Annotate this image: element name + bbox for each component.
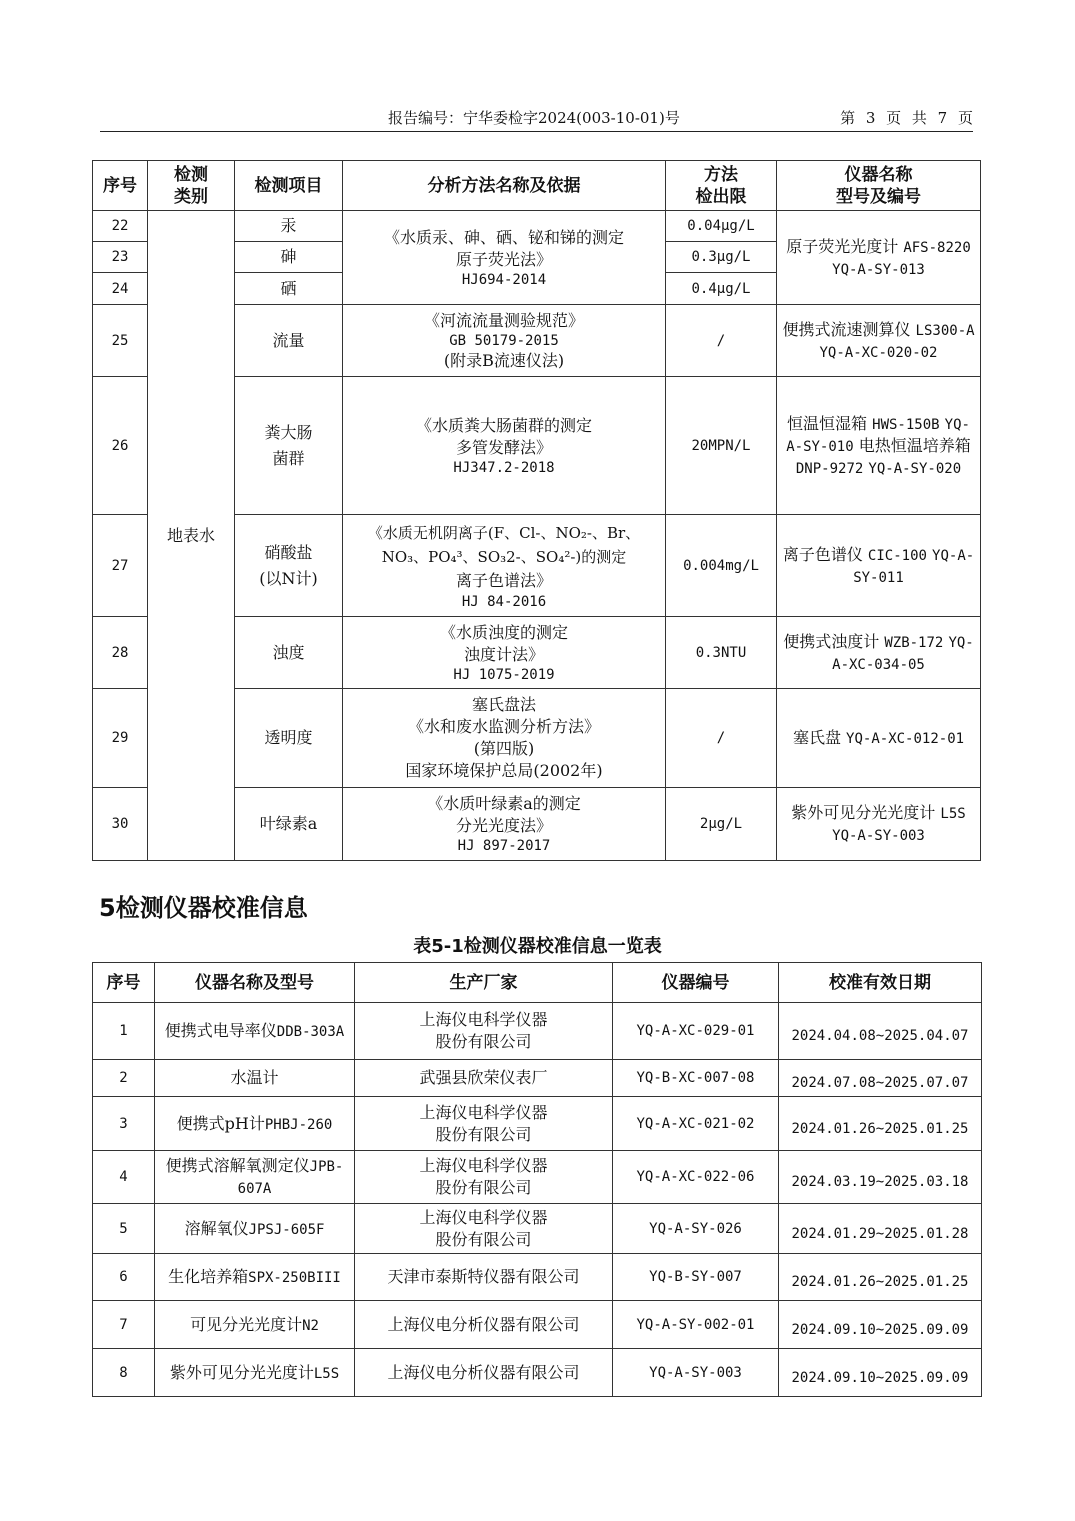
row-item: 透明度: [235, 689, 343, 788]
instrument-line: CIC-100: [867, 547, 927, 564]
instrument-line: LS300-A: [915, 322, 975, 339]
instrument-code: YQ-A-SY-003: [613, 1349, 779, 1397]
category-cell: 地表水: [148, 211, 235, 861]
method-cell: [343, 515, 666, 617]
col-header-date: 校准有效日期: [779, 963, 982, 1003]
method-line: (第四版): [473, 739, 535, 758]
method-line: 原子荧光法》: [455, 249, 552, 269]
section-title: 5检测仪器校准信息: [99, 894, 308, 922]
instrument-line: YQ-A-SY-020: [868, 460, 962, 477]
row-limit: 0.004mg/L: [666, 515, 777, 617]
instrument-code: YQ-A-XC-021-02: [613, 1097, 779, 1151]
row-no: 28: [93, 617, 148, 689]
row-limit: 0.3μg/L: [666, 242, 777, 273]
method-line: 《河流流量测验规范》: [423, 310, 584, 330]
table-row: [93, 1151, 982, 1204]
instrument-code: YQ-B-SY-007: [613, 1254, 779, 1301]
row-no: 24: [93, 273, 148, 305]
row-limit: 0.3NTU: [666, 617, 777, 689]
table-header-row: [93, 963, 982, 1003]
col-header-limit: 方法 检出限: [666, 161, 777, 211]
row-item: 叶绿素a: [235, 788, 343, 861]
instrument-line: 恒温恒湿箱: [787, 413, 868, 433]
table-row: [93, 211, 981, 242]
instrument-name-cell: [155, 1254, 355, 1301]
method-cell: [343, 305, 666, 377]
row-no: 5: [93, 1204, 155, 1254]
row-no: 26: [93, 377, 148, 515]
method-line: 浊度计法》: [463, 644, 544, 664]
row-no: 23: [93, 242, 148, 273]
instrument-line: 便携式流速测算仪: [782, 319, 911, 339]
instrument-line: L5S: [940, 806, 966, 822]
row-no: 3: [93, 1097, 155, 1151]
manufacturer: 武强县欣荣仪表厂: [355, 1060, 613, 1097]
row-no: 8: [93, 1349, 155, 1397]
method-cell: [343, 788, 666, 861]
instrument-cell: [777, 617, 981, 689]
instrument-line: YQ-A-SY-011: [853, 547, 975, 586]
instrument-name: 溶解氧仪: [184, 1218, 249, 1238]
table-row: [93, 1204, 982, 1254]
instrument-cell: [777, 689, 981, 788]
manufacturer: 上海仪电科学仪器 股份有限公司: [355, 1097, 613, 1151]
instrument-model: JPB-607A: [237, 1159, 344, 1197]
instrument-name: 便携式电导率仪: [164, 1021, 277, 1040]
instrument-code: YQ-A-SY-002-01: [613, 1301, 779, 1349]
instrument-cell: [777, 788, 981, 861]
row-item: 汞: [235, 211, 343, 242]
table-caption: 表5-1检测仪器校准信息一览表: [413, 936, 662, 957]
instrument-name: 紫外可见分光光度计: [169, 1362, 314, 1382]
row-limit: /: [666, 305, 777, 377]
manufacturer: 上海仪电分析仪器有限公司: [355, 1301, 613, 1349]
row-item: 砷: [235, 242, 343, 273]
instrument-name-cell: [155, 1003, 355, 1060]
instrument-line: YQ-A-XC-012-01: [846, 731, 965, 747]
calibration-date: 2024.01.26~2025.01.25: [779, 1097, 982, 1151]
instrument-name-cell: [155, 1060, 355, 1097]
instrument-code: YQ-B-XC-007-08: [613, 1060, 779, 1097]
instrument-cell: [777, 515, 981, 617]
row-limit: 0.4μg/L: [666, 273, 777, 305]
instrument-line: 离子色谱仪: [782, 544, 863, 564]
method-line: NO₃、PO₄³、SO₃2-、SO₄²-)的测定: [381, 547, 627, 566]
instrument-name-cell: [155, 1349, 355, 1397]
col-header-no: 序号: [93, 161, 148, 211]
instrument-model: L5S: [313, 1365, 340, 1382]
col-header-item: 检测项目: [235, 161, 343, 211]
instrument-line: 塞氏盘: [792, 728, 841, 747]
method-cell: [343, 689, 666, 788]
table-row: [93, 1097, 982, 1151]
row-item: 硝酸盐 (以N计): [235, 515, 343, 617]
col-header-name: 仪器名称及型号: [155, 963, 355, 1003]
col-header-code: 仪器编号: [613, 963, 779, 1003]
method-line: 国家环境保护总局(2002年): [405, 761, 603, 780]
instrument-name-cell: [155, 1097, 355, 1151]
col-header-category: 检测 类别: [148, 161, 235, 211]
method-line: HJ694-2014: [461, 271, 547, 288]
calibration-date: 2024.01.29~2025.01.28: [779, 1204, 982, 1254]
row-no: 4: [93, 1151, 155, 1204]
row-no: 29: [93, 689, 148, 788]
row-no: 22: [93, 211, 148, 242]
instrument-line: WZB-172: [884, 634, 944, 651]
row-limit: 20MPN/L: [666, 377, 777, 515]
instrument-code: YQ-A-XC-029-01: [613, 1003, 779, 1060]
instrument-line: 电热恒温培养箱: [858, 435, 971, 455]
calibration-date: 2024.07.08~2025.07.07: [779, 1060, 982, 1097]
row-item: 流量: [235, 305, 343, 377]
method-line: 《水质汞、砷、硒、铋和锑的测定: [383, 227, 624, 247]
col-header-no: 序号: [93, 963, 155, 1003]
row-no: 27: [93, 515, 148, 617]
manufacturer: 上海仪电科学仪器 股份有限公司: [355, 1151, 613, 1204]
row-limit: 0.04μg/L: [666, 211, 777, 242]
instrument-line: 便携式浊度计: [783, 631, 880, 651]
col-header-instrument: 仪器名称 型号及编号: [777, 161, 981, 211]
instrument-name: 水温计: [230, 1068, 279, 1087]
instrument-name-cell: [155, 1204, 355, 1254]
method-line: 《水和废水监测分析方法》: [407, 717, 600, 736]
row-item: 粪大肠 菌群: [235, 377, 343, 515]
instrument-line: HWS-150B: [872, 416, 940, 433]
method-line: 离子色谱法》: [455, 570, 552, 590]
instrument-model: N2: [302, 1317, 319, 1334]
instrument-line: YQ-A-XC-020-02: [819, 344, 938, 361]
row-item: 浊度: [235, 617, 343, 689]
row-no: 30: [93, 788, 148, 861]
row-no: 2: [93, 1060, 155, 1097]
calibration-date: 2024.01.26~2025.01.25: [779, 1254, 982, 1301]
row-no: 7: [93, 1301, 155, 1349]
calibration-date: 2024.09.10~2025.09.09: [779, 1349, 982, 1397]
instrument-line: DNP-9272: [795, 460, 864, 477]
instrument-name: 便携式pH计: [176, 1113, 265, 1133]
row-no: 1: [93, 1003, 155, 1060]
instrument-code: YQ-A-XC-022-06: [613, 1151, 779, 1204]
method-line: HJ 897-2017: [457, 838, 551, 854]
method-line: 分光光度法》: [455, 816, 552, 835]
instrument-line: YQ-A-SY-003: [832, 828, 925, 844]
instrument-line: YQ-A-SY-010: [786, 416, 970, 455]
instrument-line: 紫外可见分光光度计: [791, 803, 936, 822]
manufacturer: 上海仪电科学仪器 股份有限公司: [355, 1003, 613, 1060]
method-cell: [343, 211, 666, 305]
calibration-date: 2024.04.08~2025.04.07: [779, 1003, 982, 1060]
method-line: HJ 84-2016: [461, 593, 547, 610]
instrument-cell: [777, 377, 981, 515]
row-limit: /: [666, 689, 777, 788]
method-line: 多管发酵法》: [455, 437, 552, 457]
instrument-line: YQ-A-SY-013: [832, 261, 925, 278]
table-row: [93, 1060, 982, 1097]
method-line: GB 50179-2015: [449, 332, 559, 349]
page-header: [100, 107, 973, 132]
row-no: 25: [93, 305, 148, 377]
table-row: [93, 1003, 982, 1060]
instrument-line: 原子荧光光度计: [786, 236, 899, 256]
table-row: [93, 1301, 982, 1349]
method-line: HJ 1075-2019: [453, 666, 555, 683]
instrument-model: DDB-303A: [276, 1024, 345, 1040]
row-no: 6: [93, 1254, 155, 1301]
method-line: 《水质粪大肠菌群的测定: [415, 415, 592, 435]
instrument-name: 可见分光光度计: [190, 1314, 303, 1334]
table-row: [93, 1349, 982, 1397]
calibration-date: 2024.09.10~2025.09.09: [779, 1301, 982, 1349]
table-header-row: [93, 161, 981, 211]
instrument-name: 生化培养箱: [168, 1267, 249, 1286]
col-header-maker: 生产厂家: [355, 963, 613, 1003]
method-cell: [343, 617, 666, 689]
instrument-model: PHBJ-260: [264, 1116, 333, 1133]
instrument-name-cell: [155, 1151, 355, 1204]
manufacturer: 天津市泰斯特仪器有限公司: [355, 1254, 613, 1301]
method-line: 《水质浊度的测定: [439, 622, 568, 642]
method-line: (附录B流速仪法): [443, 350, 565, 370]
instrument-name-cell: [155, 1301, 355, 1349]
row-item: 硒: [235, 273, 343, 305]
instrument-name: 便携式溶解氧测定仪: [165, 1156, 310, 1175]
report-number: 报告编号：宁华委检字2024(003-10-01)号: [388, 109, 680, 127]
row-limit: 2μg/L: [666, 788, 777, 861]
col-header-method: 分析方法名称及依据: [343, 161, 666, 211]
calibration-date: 2024.03.19~2025.03.18: [779, 1151, 982, 1204]
method-line: 《水质无机阴离子(F、Cl-、NO₂-、Br、: [367, 523, 641, 542]
method-line: HJ347.2-2018: [453, 459, 555, 476]
instrument-line: YQ-A-XC-034-05: [832, 634, 974, 673]
table-row: [93, 1254, 982, 1301]
instrument-cell: [777, 305, 981, 377]
method-line: 塞氏盘法: [471, 695, 536, 714]
manufacturer: 上海仪电科学仪器 股份有限公司: [355, 1204, 613, 1254]
method-cell: [343, 377, 666, 515]
manufacturer: 上海仪电分析仪器有限公司: [355, 1349, 613, 1397]
page-info: 第 3 页 共 7 页: [840, 109, 973, 127]
instrument-line: AFS-8220: [903, 239, 971, 256]
test-method-table: [92, 160, 981, 861]
instrument-code: YQ-A-SY-026: [613, 1204, 779, 1254]
method-line: 《水质叶绿素a的测定: [427, 794, 581, 813]
instrument-model: JPSJ-605F: [248, 1221, 325, 1238]
instrument-cell: [777, 211, 981, 305]
instrument-model: SPX-250BIII: [248, 1270, 341, 1286]
calibration-table: [92, 962, 982, 1397]
